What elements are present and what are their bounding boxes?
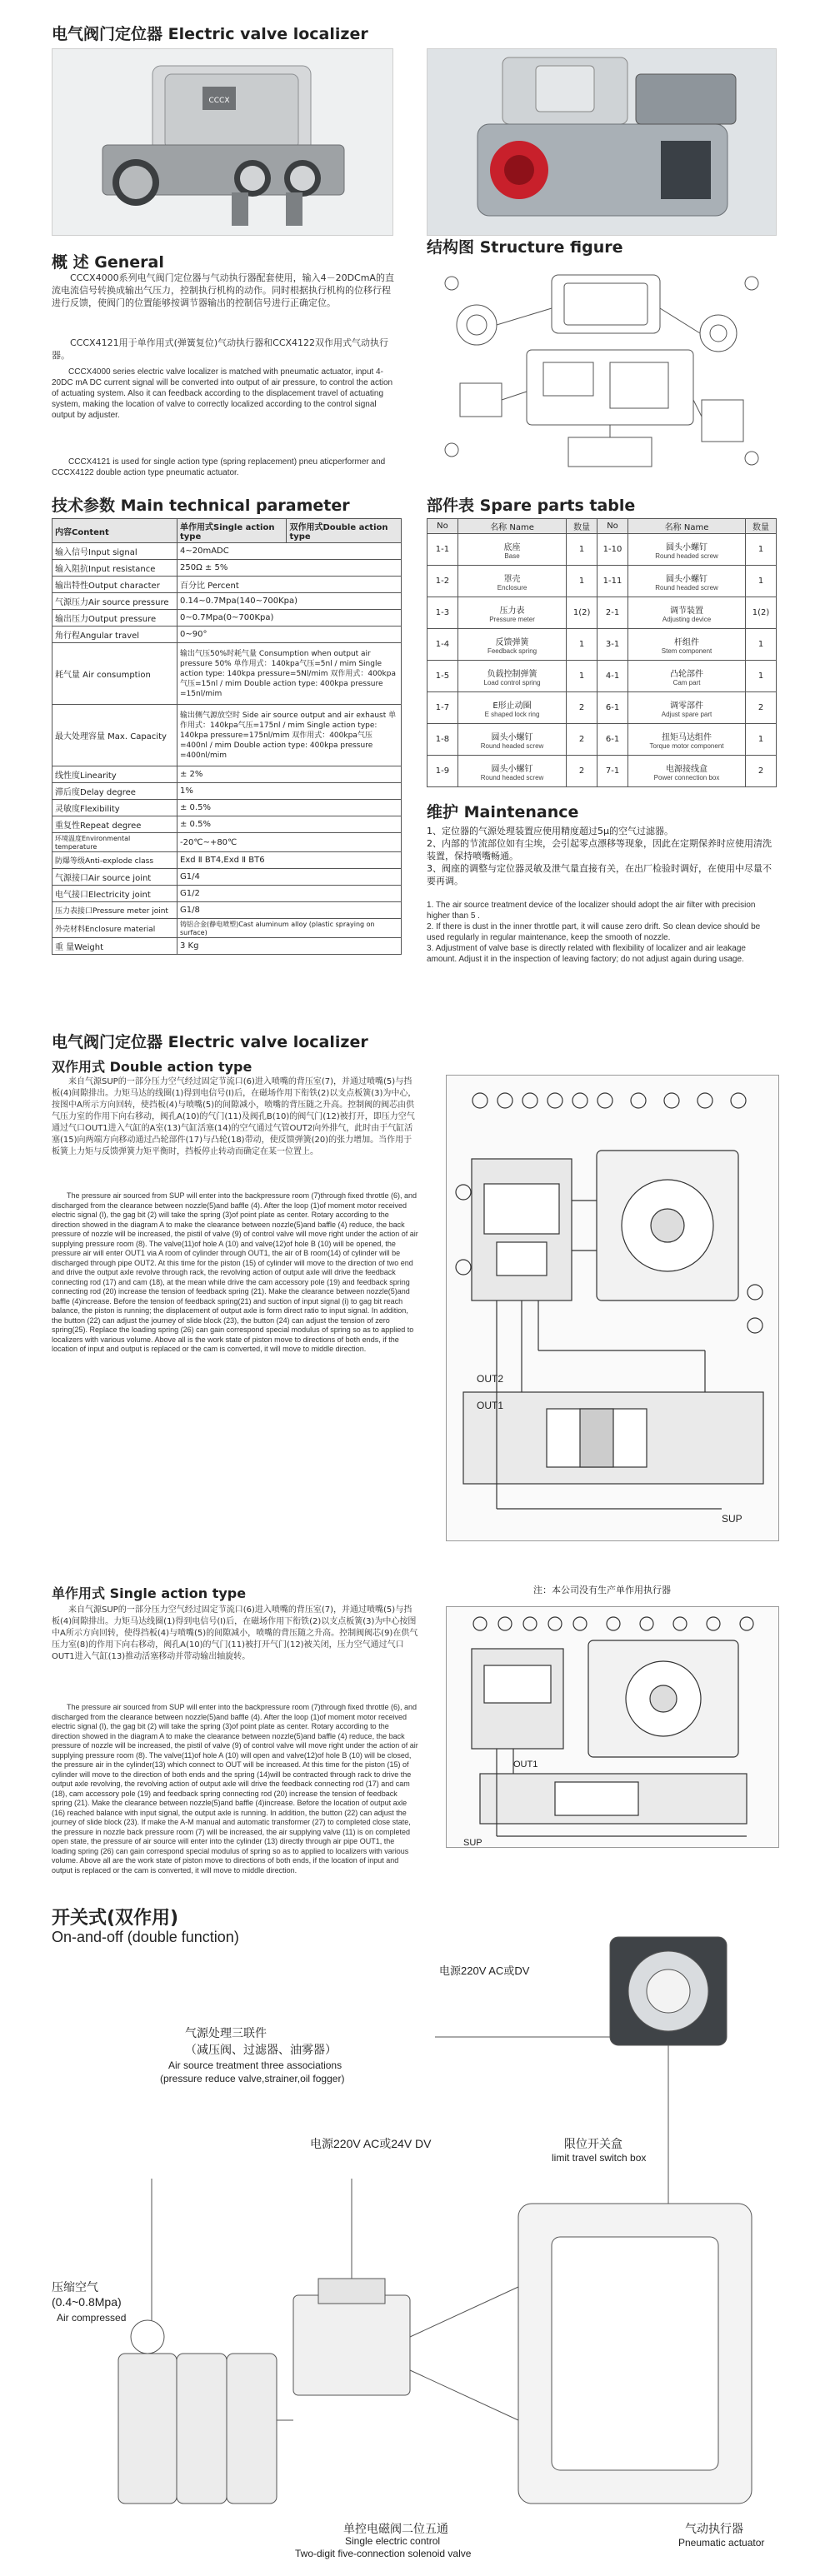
- air-treat-zh2: （减压阀、过滤器、油雾器）: [185, 2043, 337, 2056]
- tech-key: 线性度Linearity: [52, 766, 178, 783]
- tech-value: Exd Ⅱ BT4,Exd Ⅱ BT6: [178, 852, 402, 869]
- double-action-diagram: [446, 1075, 779, 1541]
- overview-zh-2: CCCX4121用于单作用式(弹簧复位)气动执行器和CCX4122双作用式气动执行器。: [52, 337, 389, 361]
- table-row: [428, 534, 777, 566]
- spare-name: [458, 661, 566, 692]
- spare-name-zh: 反馈弹簧: [495, 637, 529, 647]
- spare-qty: 1: [567, 629, 598, 661]
- spare-no: 1-9: [428, 756, 458, 787]
- comp-air-en: Air compressed: [57, 2312, 127, 2324]
- spare-no: 1-10: [598, 534, 628, 566]
- spare-name: [628, 724, 745, 756]
- spare-table-wrap: [427, 518, 777, 787]
- table-row: [428, 692, 777, 724]
- air-treat-en1: Air source treatment three associations: [168, 2059, 342, 2071]
- onoff-diagram: [52, 1904, 785, 2562]
- double-title: 双作用式 Double action type: [52, 1059, 252, 1075]
- power-label-1: 电源220V AC或DV: [439, 1964, 530, 1977]
- single-en: The pressure air sourced from SUP will enter into the backpressure room (7)through fixed throttle (6), and discharged from the clearance between nozzle(5)and baffle (4). After the loop (1)of moment motor received electric signal (I), the gag bit (2) will take the spring (3)of point plate as center. Rotary according to the direction showed in the diagram A to make the clearance between nozzle(5)and baffle (4) reduce, the back pressure of nozzle will be increased, the pistil of valve (9) of control valve will move right under the action of air supplying pressure room (8). The valve(11)of hole A (10) will open and valve(12)of hole B (10) will be closed, the pressure air in the cylinder(13) which connect to OUT will be increased. At this time for the piston (15) of cylinder will move to the direction of both ends and the spring (14)will be contracted through rack to drive the output axle revolving, the revolving action of output axle will drive the feedback connecting rod (17) and cam (18), cam accessory pole (19) and feedback spring connecting rod (20) increase the tension of feedback spring (21). Make the clearance between nozzle(5)and baffle (4)increase. Before the location of output axle (16) reached balance with input signal, the output axle is running. In addition, the button (22) can adjust the journey of slide block (23). If make the A-M manual and automatic transformer (27) to completed close state, the pressure in nozzle back pressure room (7) will be increased, the air supplying valve (11) is on completed open state, the pressure of air source will enter into the cylinder (13) directly through air pipe OUT1, the loading spring (26) can gain correspond special modulus of spring so as to applied to localizers with various volume. Above all are the work state of piston move to directions of both ends, if the location of input and output is replaced or the cam is converted, it will move to middle direction.: [52, 1703, 418, 1875]
- tech-value: G1/4: [178, 869, 402, 886]
- tech-key: 外壳材料Enclosure material: [52, 919, 178, 938]
- double-label-sup: SUP: [722, 1513, 742, 1525]
- single-action-diagram: [446, 1606, 779, 1848]
- maintenance-zh-list: [427, 825, 777, 887]
- spare-no: 1-8: [428, 724, 458, 756]
- spare-name-zh: 调零部件: [670, 701, 704, 711]
- tech-value: 250Ω ± 5%: [178, 560, 402, 577]
- limit-box-en: limit travel switch box: [552, 2152, 647, 2164]
- spare-name: [628, 756, 745, 787]
- tech-key: 输出压力Output pressure: [52, 610, 178, 627]
- actuator-image: [428, 49, 778, 237]
- spare-name-en: Load control spring: [483, 678, 541, 686]
- spare-qty: 1(2): [567, 597, 598, 629]
- tech-value: 0~90°: [178, 627, 402, 643]
- table-row: [52, 833, 402, 852]
- spare-name: [458, 597, 566, 629]
- exploded-view-diagram: [427, 258, 777, 479]
- spare-name: [628, 692, 745, 724]
- tech-value: 0.14~0.7Mpa(140~700Kpa): [178, 593, 402, 610]
- section2-title: 电气阀门定位器 Electric valve localizer: [52, 1033, 368, 1051]
- double-label-out2: OUT2: [477, 1373, 504, 1385]
- spare-qty: 1: [746, 661, 777, 692]
- spare-h-qty2: 数量: [746, 519, 777, 534]
- spare-no: 1-1: [428, 534, 458, 566]
- spare-name: [458, 756, 566, 787]
- tech-key: 重 量Weight: [52, 938, 178, 955]
- spare-name-zh: 底座: [503, 542, 521, 552]
- tech-value: 4~20mADC: [178, 543, 402, 560]
- spare-name-zh: 圆头小螺钉: [491, 764, 533, 774]
- tech-value: ± 0.5%: [178, 816, 402, 833]
- solenoid-en2: Two-digit five-connection solenoid valve: [295, 2548, 472, 2559]
- single-note: 注：本公司没有生产单作用执行器: [533, 1585, 671, 1595]
- spare-qty: 2: [567, 756, 598, 787]
- maintenance-zh-item: 1、定位器的气源处理装置应使用精度超过5μ的空气过滤器。: [427, 826, 673, 836]
- spare-name: [458, 724, 566, 756]
- spare-name-zh: 圆头小螺钉: [491, 732, 533, 742]
- spare-qty: 1: [746, 566, 777, 597]
- table-row: [52, 593, 402, 610]
- onoff-subtitle: On-and-off (double function): [52, 1929, 239, 1945]
- tech-value: 百分比 Percent: [178, 577, 402, 593]
- single-title: 单作用式 Single action type: [52, 1585, 247, 1601]
- tech-key: 输入信号Input signal: [52, 543, 178, 560]
- spare-name: [458, 534, 566, 566]
- table-row: [52, 800, 402, 816]
- spare-no: 6-1: [598, 692, 628, 724]
- tech-value: ± 0.5%: [178, 800, 402, 816]
- spare-name-zh: 电源接线盒: [666, 764, 708, 774]
- tech-key: 灵敏度Flexibility: [52, 800, 178, 816]
- table-row: [52, 543, 402, 560]
- actuator-zh: 气动执行器: [685, 2522, 743, 2535]
- table-row: [428, 724, 777, 756]
- spare-h-no: No: [428, 519, 458, 534]
- tech-value: 0~0.7Mpa(0~700Kpa): [178, 610, 402, 627]
- maintenance-en-list: [427, 900, 777, 965]
- tech-value: 铸铝合金(静电喷塑)Cast aluminum alloy (plastic spraying on surface): [178, 919, 402, 938]
- overview-en-2: CCCX4121 is used for single action type (spring replacement) pneu aticperformer and CCCX4122 double action type pneumatic actuator.: [52, 457, 386, 477]
- spare-qty: 2: [746, 756, 777, 787]
- solenoid-zh: 单控电磁阀二位五通: [343, 2522, 448, 2535]
- structure-title: 结构图 Structure figure: [427, 238, 623, 257]
- maintenance-zh-item: 3、阀座的调整与定位器灵敏及泄气量直接有关，在出厂检验时调好，在使用中尽量不要再调。: [427, 863, 772, 886]
- table-row: [52, 705, 402, 766]
- table-row: [428, 566, 777, 597]
- spare-name: [458, 692, 566, 724]
- tech-value: G1/2: [178, 886, 402, 902]
- spare-name-en: E shaped lock ring: [484, 710, 540, 718]
- air-treat-zh: 气源处理三联件: [185, 2026, 267, 2039]
- onoff-title: 开关式(双作用): [52, 1908, 179, 1929]
- tech-key: 角行程Angular travel: [52, 627, 178, 643]
- single-label-sup: SUP: [463, 1838, 482, 1848]
- spare-name-zh: 圆头小螺钉: [666, 574, 708, 584]
- spare-no: 1-4: [428, 629, 458, 661]
- single-label-out1: OUT1: [513, 1760, 538, 1770]
- tech-key: 输入阻抗Input resistance: [52, 560, 178, 577]
- table-row: [52, 869, 402, 886]
- spare-name-zh: 杆组件: [674, 637, 700, 647]
- spare-qty: 1: [746, 724, 777, 756]
- spare-qty: 2: [567, 724, 598, 756]
- tech-value: -20℃~+80℃: [178, 833, 402, 852]
- maintenance-en-item: 1. The air source treatment device of the localizer should adopt the air filter with precision higher than 5 .: [427, 901, 756, 921]
- tech-key: 电气接口Electricity joint: [52, 886, 178, 902]
- power-label-2: 电源220V AC或24V DV: [310, 2137, 432, 2150]
- table-row: [52, 766, 402, 783]
- table-row: [52, 852, 402, 869]
- spare-name-en: Adjusting device: [662, 615, 712, 623]
- single-zh: 来自气源SUP的一部分压力空气经过固定节流口(6)进入喷嘴的背压室(7)，并通过喷嘴(5)与挡板(4)间隙排出。力矩马达线圈(1)得到电信号(I)后，在磁场作用下衔铁(2)以支点板簧(3)为中心按图中A所示方向回转，使得挡板(4)与喷嘴(5)的间隙减小，喷嘴的背压随之升高。控制阀阀芯(9)在供气压力室(8)的作用下向右移动，阀孔A(10)的气门(11)被打开气门(12)被关闭，压力空气通过气口OUT1进入气缸(13)推动活塞移动并带动输出轴旋转。: [52, 1605, 418, 1661]
- tech-key: 输出特性Output character: [52, 577, 178, 593]
- tech-title: 技术参数 Main technical parameter: [52, 497, 350, 515]
- tech-value: 输出气压50%时耗气量 Consumption when output air pressure 50% 单作用式：140kpa气压=5nl / mim Single action type: 140kpa pressure=5Nl/mim 双作用式：400kpa气压=15nl / mim Double action type: 400kpa pressure =15nl/mim: [178, 643, 402, 705]
- tech-value: 输出侧气源放空时 Side air source output and air exhaust 单作用式：140kpa气压=175nl / mim Single action type: 140kpa pressure=175nl/mim 双作用式：400kpa气压=400nl / mim Double action type: 400kpa pressure =400nl/mim: [178, 705, 402, 766]
- maintenance-en-item: 2. If there is dust in the inner throttle part, it will cause zero drift. So clean device should be used regularly in regular maintenance, keep the smooth of nozzle.: [427, 922, 761, 942]
- table-row: [52, 610, 402, 627]
- table-row: [52, 886, 402, 902]
- spare-name: [628, 629, 745, 661]
- spare-name-zh: 压力表: [499, 606, 525, 616]
- spare-name: [628, 597, 745, 629]
- tech-key: 滞后度Delay degree: [52, 783, 178, 800]
- spare-qty: 2: [746, 692, 777, 724]
- table-row: [428, 597, 777, 629]
- localizer-image: [52, 49, 394, 237]
- spare-name-en: Power connection box: [653, 773, 720, 781]
- table-row: [428, 629, 777, 661]
- tech-header-double: 双作用式Double action type: [287, 519, 402, 543]
- table-row: [52, 643, 402, 705]
- table-row: [52, 783, 402, 800]
- table-row: [52, 938, 402, 955]
- spare-no: 3-1: [598, 629, 628, 661]
- maintenance-zh-item: 2、内部的节流部位如有尘埃，会引起零点漂移等现象，因此在定期保养时应使用清洗装置，保持喷嘴畅通。: [427, 838, 772, 861]
- maintenance-en-item: 3. Adjustment of valve base is directly related with flexibility of localizer and air leakage amount. Adjust it in the inspection of leaving factory; do not adjust again during usage.: [427, 944, 746, 964]
- tech-key: 重复性Repeat degree: [52, 816, 178, 833]
- table-row: [428, 756, 777, 787]
- spare-table: [427, 518, 777, 787]
- spare-no: 6-1: [598, 724, 628, 756]
- onoff-section: [52, 1904, 785, 2562]
- section1-title: 电气阀门定位器 Electric valve localizer: [52, 25, 368, 43]
- spare-no: 1-5: [428, 661, 458, 692]
- logo-text: CCCX: [208, 97, 230, 105]
- solenoid-en1: Single electric control: [345, 2535, 441, 2547]
- double-action-schematic: [447, 1076, 780, 1542]
- spare-name-zh: 圆头小螺钉: [666, 542, 708, 552]
- spare-h-name: 名称 Name: [458, 519, 566, 534]
- spare-name: [458, 629, 566, 661]
- tech-key: 压力表接口Pressure meter joint: [52, 902, 178, 919]
- air-treat-en2: (pressure reduce valve,strainer,oil fogger): [160, 2073, 345, 2084]
- spare-name-zh: 扭矩马达组件: [662, 732, 712, 742]
- spare-name: [628, 661, 745, 692]
- spare-name-zh: E形止动圈: [492, 701, 532, 711]
- spare-name-en: Cam part: [672, 678, 701, 686]
- tech-header-row: [52, 519, 402, 543]
- spare-name-zh: 调节装置: [670, 606, 704, 616]
- double-zh: 来自气源SUP的一部分压力空气经过固定节流口(6)进入喷嘴的背压室(7)，并通过喷嘴(5)与挡板(4)间隙排出。力矩马达的线圈(1)得到电信号(I)后，在磁场作用下衔铁(2)以支点板簧(3)为中心，按图中A所示方向回转，使挡板(4)与喷嘴(5)的间隙减小，喷嘴的背压随之升高。控制阀的阀芯由供气压力室的作用下向右移动，阀孔A(10)的气门(11)及阀孔B(10)的阀气门(12)被打开，即压力空气通过气口OUT1进入气缸的A室(13)气缸活塞(14)的空气通过气管OUT2向外排气，此时由于气缸活塞(15)向两端方向移动通过凸轮部件(17)与凸轮(18)带动，使反馈弹簧(20)的张力增加。当作用于板簧上力矩与反馈弹簧力矩平衡时，挡板停止转动而确定在某一位置上。: [52, 1077, 417, 1156]
- table-row: [52, 577, 402, 593]
- limit-box-zh: 限位开关盒: [564, 2137, 622, 2150]
- table-row: [52, 919, 402, 938]
- spare-qty: 1: [567, 534, 598, 566]
- spare-name-en: Stem component: [661, 646, 712, 655]
- spare-no: 1-2: [428, 566, 458, 597]
- overview-en-1: CCCX4000 series electric valve localizer is matched with pneumatic actuator, input 4-20DC mA DC current signal will be converted into output of air pressure, to control the action of actuating system. Also it can feedback according to the displacement travel of actuating system, making the location of valve to correctly localized according to the control signal output by adjuster.: [52, 367, 393, 420]
- spare-no: 2-1: [598, 597, 628, 629]
- actuator-photo: [427, 48, 777, 236]
- spare-h-name2: 名称 Name: [628, 519, 745, 534]
- spare-name-en: Enclosure: [497, 583, 528, 592]
- single-action-schematic: [447, 1607, 780, 1849]
- tech-table-wrap: [52, 518, 402, 955]
- table-row: [52, 816, 402, 833]
- spare-no: 1-11: [598, 566, 628, 597]
- table-row: [52, 902, 402, 919]
- comp-air-zh: 压缩空气: [52, 2280, 98, 2294]
- spare-qty: 1(2): [746, 597, 777, 629]
- spare-h-qty: 数量: [567, 519, 598, 534]
- tech-table: [52, 518, 402, 955]
- spare-name-en: Adjust spare part: [661, 710, 712, 718]
- comp-air-range: (0.4~0.8Mpa): [52, 2295, 122, 2309]
- table-row: [428, 661, 777, 692]
- tech-header-content: 内容Content: [52, 519, 178, 543]
- spare-qty: 1: [567, 661, 598, 692]
- spare-h-no2: No: [598, 519, 628, 534]
- overview-title: 概 述 General: [52, 253, 164, 272]
- tech-value: 1%: [178, 783, 402, 800]
- spare-header-row: [428, 519, 777, 534]
- double-label-out1: OUT1: [477, 1400, 504, 1411]
- tech-header-single: 单作用式Single action type: [178, 519, 287, 543]
- spare-name-en: Round headed screw: [655, 552, 718, 560]
- spare-name-en: Pressure meter: [489, 615, 535, 623]
- spare-no: 1-3: [428, 597, 458, 629]
- tech-key: 环境温度Environmental temperature: [52, 833, 178, 852]
- tech-key: 最大处理容量 Max. Capacity: [52, 705, 178, 766]
- spare-no: 4-1: [598, 661, 628, 692]
- spare-title: 部件表 Spare parts table: [427, 497, 636, 515]
- maintenance-title: 维护 Maintenance: [427, 803, 579, 821]
- spare-no: 7-1: [598, 756, 628, 787]
- table-row: [52, 627, 402, 643]
- product-photo: [52, 48, 393, 236]
- tech-value: 3 Kg: [178, 938, 402, 955]
- spare-name: [628, 534, 745, 566]
- spare-name-zh: 罩壳: [503, 574, 521, 584]
- spare-name-zh: 凸轮部件: [670, 669, 704, 679]
- actuator-en: Pneumatic actuator: [678, 2537, 765, 2549]
- tech-key: 气源接口Air source joint: [52, 869, 178, 886]
- tech-value: G1/8: [178, 902, 402, 919]
- tech-key: 防爆等级Anti-explode class: [52, 852, 178, 869]
- spare-name-en: Feedback spring: [487, 646, 538, 655]
- spare-qty: 1: [567, 566, 598, 597]
- spare-name: [458, 566, 566, 597]
- spare-qty: 1: [746, 534, 777, 566]
- spare-name-en: Torque motor component: [649, 741, 724, 750]
- spare-qty: 1: [746, 629, 777, 661]
- spare-name-en: Base: [504, 552, 520, 560]
- table-row: [52, 560, 402, 577]
- spare-name-zh: 负载控制弹簧: [487, 669, 538, 679]
- overview-zh-1: CCCX4000系列电气阀门定位器与气动执行器配套使用，输入4－20DCmA的直流电流信号转换成输出气压力，控制执行机构的动作。同时根据执行机构的位移行程进行反馈，使阀门的位置能够按调节器输出的控制信号进行正确定位。: [52, 272, 394, 308]
- structure-figure: [427, 258, 777, 479]
- tech-value: ± 2%: [178, 766, 402, 783]
- tech-key: 耗气量 Air consumption: [52, 643, 178, 705]
- spare-qty: 2: [567, 692, 598, 724]
- spare-name-en: Round headed screw: [655, 583, 718, 592]
- spare-name-en: Round headed screw: [480, 773, 544, 781]
- spare-name: [628, 566, 745, 597]
- tech-key: 气源压力Air source pressure: [52, 593, 178, 610]
- spare-no: 1-7: [428, 692, 458, 724]
- double-en: The pressure air sourced from SUP will enter into the backpressure room (7)through fixed throttle (6), and discharged from the clearance between nozzle(5)and baffle (4). After the loop (1)of moment motor received electric signal (I), the gag bit (2) will take the spring (3)of point plate as center. Rotary according to the direction showed in the diagram A to make the clearance between nozzle(5)and baffle (4) reduce, the back pressure of nozzle will be increased, the pistil of valve (9) of control valve will move right under the action of air supplying pressure room (8). The valve(11)of hole A (10) and valve(12)of hole B (10) will be opened, the pressure air will enter OUT1 via A room of cylinder through OUT1, the air of B room(14) of cylinder will be discharged through pipe OUT2. At this time for the piston (15) of cylinder will move to the direction of two end and drive the output axle revolve through rack, the revolving action of output axle will drive the feedback connecting rod (17) and cam (18), at the mean while drive the cam accessory pole (19) and feedback spring connecting rod (20) increase the tension of feedback spring (21). Make the clearance between nozzle(5)and baffle (4)increase. Before the tension of feedback spring(21) and suction of input signal (i) to gag bit reach balance, the piston is running; the displacement of output axle is form direct ratio to input signal. In addition, the button (22) can adjust the journey of slide block (23), the button (24) can adjust the tension of zero spring(25). Replace the loading spring (26) can gain correspond special modulus of spring so as to applied to localizers with various volume. Above all is the work state of piston move to directions of both ends, if the location of input and output is replaced or the cam is converted, it will move to middle direction.: [52, 1191, 418, 1353]
- spare-name-en: Round headed screw: [480, 741, 544, 750]
